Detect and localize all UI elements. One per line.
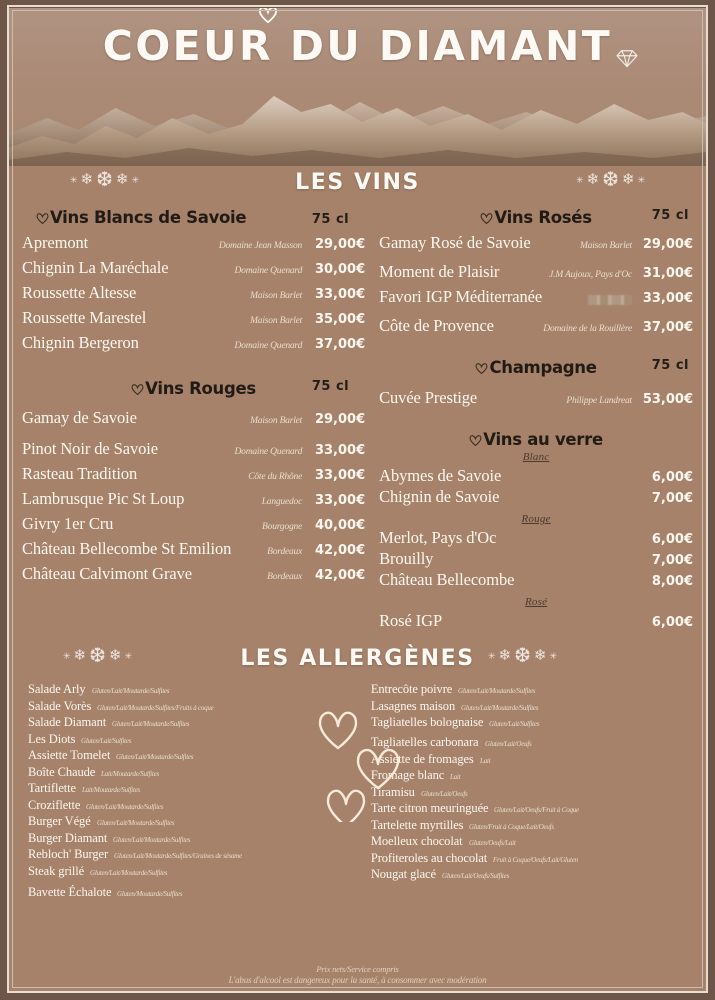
category-header-vins-au-verre [379,430,693,449]
snowflake-icon: ❄ [108,647,122,664]
snowflake-icon: ✳ [637,174,645,185]
wine-producer: Maison Barlet [250,316,303,326]
allergen-row [22,715,315,730]
allergen-row [22,847,315,862]
glass-wine-row [379,611,693,631]
wine-row [22,439,365,459]
allergen-row [22,682,315,697]
category-header-vins-rouges [22,379,365,398]
wine-price: 8,00€ [651,574,693,589]
glass-wine-row [379,549,693,569]
wine-price: 29,00€ [314,412,366,427]
dish-name: Moelleux chocolat [370,834,463,848]
allergen-row [22,699,315,714]
wine-producer: Maison Barlet [250,291,303,301]
wine-producer: Bordeaux [267,572,303,582]
allergen-row [22,732,315,747]
snowflake-icon: ❆ [96,169,113,191]
wine-row [22,408,365,428]
allergen-tags: Gluten/Lait/Moutarde/Sulfites [86,801,164,811]
allergen-row [371,682,693,697]
dish-name: Les Diots [28,731,76,746]
snowflake-group-left [63,646,132,666]
wine-price: 33,00€ [314,468,366,483]
category-volume: 75 cl [651,358,689,373]
wine-name: Château Bellecombe [379,570,515,589]
allergen-tags: Gluten/Lait/Moutarde/Sulfites [458,686,536,695]
wine-producer: Bordeaux [267,547,303,557]
snowflake-icon: ✳ [63,650,71,661]
wine-price: 42,00€ [314,543,366,558]
snowflake-icon: ❄ [115,171,129,188]
wine-producer: Maison Barlet [250,416,303,426]
menu-header [8,8,707,166]
wines-section-title: LES VINS [295,170,420,195]
allergen-tags: Gluten/Lait/Moutarde/Sulfites [90,867,168,877]
snowflake-icon: ✳ [549,650,557,661]
allergen-row [371,699,693,714]
menu-sheet [8,8,707,992]
heart-outline-icon [36,212,49,224]
dish-name: Salade Arly [28,682,86,696]
heart-outline-icon [480,212,493,224]
wine-row [379,262,693,282]
allergens-section-banner [8,642,707,676]
wine-name: Moment de Plaisir [379,262,500,281]
title-container [8,22,707,70]
wine-producer-redacted [542,295,639,305]
allergens-column-left [22,682,315,901]
allergen-row [371,834,693,849]
wine-column-right [371,202,693,632]
dish-name: Salade Diamant [28,715,107,729]
allergen-tags: Gluten/Lait/Oeufs [484,739,532,748]
wine-name: Côte de Provence [379,316,494,335]
heart-outline-icon [131,383,144,395]
wine-name: Chignin de Savoie [379,487,500,506]
allergen-tags: Gluten/Moutarde/Sulfites [117,888,183,898]
allergen-tags: Lait/Moutarde/Sulfites [82,785,140,794]
category-volume: 75 cl [311,379,350,394]
wine-price: 35,00€ [314,312,366,327]
dish-name: Salade Vorès [28,698,92,713]
category-name: Vins Rosés [494,208,592,227]
wine-producer: Maison Barlet [579,241,632,251]
wine-name: Gamay Rosé de Savoie [379,233,531,252]
category-volume: 75 cl [651,208,689,223]
wine-name: Château Bellecombe St Emilion [22,539,232,558]
wine-price: 40,00€ [314,518,366,533]
wine-row [22,308,365,328]
heart-outline-icon [258,8,278,23]
wine-row [379,316,693,336]
wine-price: 30,00€ [314,262,366,277]
wine-price: 31,00€ [642,266,693,281]
snowflake-icon: ✳ [575,174,584,185]
wine-producer: Philippe Landreat [566,396,632,406]
snowflake-group-right [488,646,557,666]
snowflake-group-left [70,170,139,190]
wine-price: 29,00€ [314,237,366,252]
wine-name: Cuvée Prestige [379,388,478,407]
allergen-tags: Gluten/Fruit à Coque/Lait/Oeufs [469,821,555,831]
dish-name: Assiette de fromages [370,751,474,766]
allergen-tags: Gluten/Lait/Sulfites [81,735,132,745]
allergen-row [371,752,693,767]
snowflake-icon: ❄ [80,171,94,188]
allergen-row [371,785,693,800]
allergen-tags: Gluten/Lait/Moutarde/Sulfites [96,818,174,827]
allergen-tags: Fruit à Coque/Oeufs/Lait/Gluten [493,854,579,864]
category-name: Vins au verre [483,430,603,449]
wine-name: Favori IGP Méditerranée [379,287,543,306]
allergen-tags: Gluten/Lait/Moutarde/Sulfites/Fruits à coque [97,702,214,712]
allergen-tags: Lait [450,772,461,781]
snowflake-icon: ✳ [131,174,140,185]
wine-price: 42,00€ [314,568,366,583]
dish-name: Croziflette [28,797,81,812]
wine-name: Chignin La Maréchale [22,258,169,277]
wine-price: 37,00€ [642,320,693,335]
wine-price: 7,00€ [651,491,693,506]
category-volume: 75 cl [311,212,350,227]
dish-name: Profiteroles au chocolat [370,850,488,865]
wine-name: Givry 1er Cru [22,514,114,533]
wine-name: Apremont [22,233,89,252]
wine-name: Abymes de Savoie [379,466,502,485]
dish-name: Rebloch' Burger [28,847,109,861]
dish-name: Bavette Échalote [28,884,112,899]
wine-price: 33,00€ [314,443,366,458]
snowflake-icon: ❄ [498,647,512,664]
footer-price-note: Prix nets/Service compris [316,964,399,974]
glass-wine-row [379,466,693,486]
allergens-column-right [371,682,693,901]
heart-outline-icon [475,362,488,374]
wine-price: 7,00€ [651,553,693,568]
allergen-row [22,748,315,763]
allergen-tags: Gluten/Lait/Sulfites [489,719,540,728]
wine-row [22,514,365,534]
snowflake-icon: ❄ [621,171,635,188]
allergen-tags: Lait/Moutarde/Sulfites [101,768,160,778]
allergen-tags: Gluten/Lait/Oeufs [420,788,468,798]
allergen-row [22,814,315,829]
wine-name: Merlot, Pays d'Oc [379,528,497,547]
wine-lists [8,200,707,632]
allergen-tags: Gluten/Oeufs/Lait [468,838,516,847]
category-header-vins-blancs [22,208,365,227]
glass-wine-row [379,528,693,548]
page-title [103,22,613,70]
allergen-row [371,867,693,882]
wine-producer: Bourgogne [262,522,303,532]
wine-producer: Domaine Quenard [234,447,303,457]
allergen-row [22,781,315,796]
allergen-tags: Gluten/Lait/Moutarde/Sulfites [113,834,191,844]
allergen-tags: Gluten/Lait/Moutarde/Sulfites [461,702,539,712]
allergen-row [371,818,693,833]
allergen-row [22,864,315,879]
snowflake-icon: ✳ [487,650,496,661]
wine-name: Rosé IGP [379,611,443,630]
wine-price: 37,00€ [314,337,366,352]
wine-price: 33,00€ [314,493,366,508]
glass-wine-row [379,487,693,507]
wine-name: Brouilly [379,549,434,568]
snowflake-icon: ❆ [602,169,619,191]
wine-row [22,464,365,484]
wine-name: Roussette Altesse [22,283,137,302]
category-name: Vins Blancs de Savoie [50,208,247,227]
footer [8,964,707,985]
allergen-tags: Gluten/Lait/Oeufs/Fruit à Coque [494,805,580,814]
wine-producer: J.M Aujoux, Pays d'Oc [549,270,632,280]
allergen-tags: Gluten/Lait/Moutarde/Sulfites [116,752,194,761]
category-name: Champagne [489,358,597,377]
snowflake-icon: ❆ [514,645,531,667]
allergen-row [371,801,693,816]
wine-row [22,233,365,253]
diamond-icon [616,48,638,68]
dish-name: Tagliatelles bolognaise [370,715,484,729]
wine-producer: Côte du Rhône [248,472,303,482]
wine-price: 33,00€ [314,287,366,302]
restaurant-name: COEUR DU DIAMANT [102,22,613,70]
dish-name: Lasagnes maison [370,698,456,713]
wine-price: 6,00€ [651,470,693,485]
wine-name: Pinot Noir de Savoie [22,439,158,458]
subcategory-label-rose: Rosé [524,596,548,608]
snowflake-group-right [576,170,645,190]
subcategory-label-rouge: Rouge [521,513,551,525]
heart-outline-icon [469,434,482,446]
snowflake-icon: ❄ [533,647,547,664]
snowflake-icon: ❄ [586,171,600,188]
wine-name: Château Calvimont Grave [22,564,192,583]
glass-wine-row [379,570,693,590]
wine-price: 29,00€ [642,237,693,252]
allergen-tags: Lait [479,755,491,765]
allergen-row [22,831,315,846]
category-name: Vins Rouges [145,379,256,398]
wine-price: 6,00€ [651,615,693,630]
wine-name: Rasteau Tradition [22,464,138,483]
dish-name: Tiramisu [370,784,415,799]
wine-name: Lambrusque Pic St Loup [22,489,185,508]
wine-row [22,564,365,584]
wine-row [379,388,693,408]
wine-price: 53,00€ [642,392,693,407]
wine-column-left [22,202,371,632]
dish-name: Boîte Chaude [28,764,96,779]
wines-section-banner [8,166,707,200]
allergen-row [371,768,693,783]
dish-name: Steak grillé [28,863,85,878]
wine-producer: Domaine Quenard [234,266,303,276]
wine-name: Roussette Marestel [22,308,147,327]
allergen-tags: Gluten/Lait/Moutarde/Sulfites [91,686,169,695]
wine-producer: Languedoc [261,497,303,507]
wine-row [22,489,365,509]
wine-row [22,539,365,559]
dish-name: Nougat glacé [370,867,436,881]
dish-name: Entrecôte poivre [370,682,453,696]
allergen-row [22,798,315,813]
dish-name: Burger Végé [28,814,91,828]
allergen-tags: Gluten/Lait/Oeufs/Sulfites [441,871,509,880]
snowflake-icon: ✳ [70,174,78,185]
allergen-row [371,715,693,730]
allergen-row [371,735,693,750]
dish-name: Tarte citron meuringuée [370,801,489,815]
dish-name: Tartelette myrtilles [370,817,464,832]
allergen-tags: Gluten/Lait/Moutarde/Sulfites/Graines de sésame [114,851,242,860]
category-header-champagne [379,358,693,377]
wine-price: 6,00€ [651,532,693,547]
wine-price: 33,00€ [642,291,693,306]
snowflake-icon: ❄ [73,647,87,664]
footer-alcohol-warning: L'abus d'alcool est dangereux pour la santé, à consommer avec modération [228,975,487,985]
allergen-tags: Gluten/Lait/Moutarde/Sulfites [112,719,190,728]
allergen-row [22,765,315,780]
wine-name: Chignin Bergeron [22,333,139,352]
snowflake-icon: ❆ [89,645,106,667]
wine-producer: Domaine Quenard [234,341,303,351]
category-header-vins-roses [379,208,693,227]
wine-row [22,283,365,303]
redacted-block [588,295,632,305]
allergens-lists [8,676,707,901]
snowflake-icon: ✳ [124,650,133,661]
wine-name: Gamay de Savoie [22,408,137,427]
wine-row [379,287,693,307]
dish-name: Tartiflette [28,781,76,795]
mountain-range-image [8,74,707,166]
subcategory-label-blanc: Blanc [522,451,550,463]
wine-producer: Domaine Jean Masson [218,241,303,251]
wine-row [22,258,365,278]
dish-name: Burger Diamant [28,830,108,845]
dish-name: Fromage blanc [370,768,445,782]
wine-row [379,233,693,253]
wine-producer: Domaine de la Rouillère [543,324,632,334]
dish-name: Assiette Tomelet [28,748,111,762]
allergens-section-title: LES ALLERGÈNES [240,646,475,671]
allergen-row [22,885,315,900]
wine-row [22,333,365,353]
dish-name: Tagliatelles carbonara [370,735,479,749]
allergen-row [371,851,693,866]
